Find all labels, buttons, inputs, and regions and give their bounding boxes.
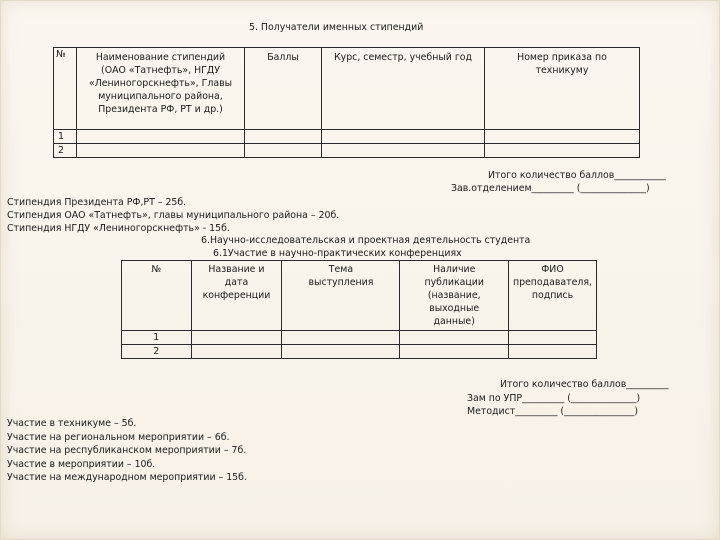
section6-title: 6.Научно-исследовательская и проектная деятельность студента (201, 235, 531, 246)
section6-note: Участие на региональном мероприятии – 6б. (7, 432, 230, 443)
section6-total: Итого количество баллов_________ (500, 379, 669, 390)
table-cell (282, 345, 400, 359)
row-number: 1 (54, 130, 77, 144)
section6-note: Участие на международном мероприятии – 15б. (7, 472, 247, 483)
section6-deputy: Зам по УПР_________ (______________) (467, 393, 641, 404)
col-course-header: Курс, семестр, учебный год (322, 48, 485, 130)
section6-subtitle: 6.1Участие в научно-практических конференциях (213, 248, 462, 259)
section6-note: Участие в мероприятии – 10б. (7, 459, 156, 470)
table-cell (77, 130, 245, 144)
section5-note: Стипендия НГДУ «Лениногорскнефть» - 15б. (7, 223, 230, 234)
table-cell (245, 130, 322, 144)
table-cell (400, 345, 508, 359)
table-cell (508, 345, 596, 359)
table-cell (77, 144, 245, 158)
col-name-header: Наименование стипендий (ОАО «Татнефть», НГДУ «Лениногорскнефть», Главы муниципального района, Президента РФ, РТ и др.) (77, 48, 245, 130)
section5-head-of-dept: Зав.отделением_________ (______________) (451, 183, 650, 194)
col-pub-header: Наличие публикации (название, выходные данные) (400, 261, 508, 331)
table-cell (508, 331, 596, 345)
row-number: 2 (122, 345, 192, 359)
col-num-header: № (122, 261, 192, 331)
table-cell (485, 130, 640, 144)
section5-title: 5. Получатели именных стипендий (249, 22, 424, 33)
table-cell (191, 331, 282, 345)
table-row (122, 331, 597, 345)
table-cell (485, 144, 640, 158)
section6-note: Участие в техникуме – 5б. (7, 418, 137, 429)
col-order-header: Номер приказа по техникуму (485, 48, 640, 130)
section5-note: Стипендия ОАО «Татнефть», главы муниципального района – 20б. (7, 210, 340, 221)
table-cell (322, 144, 485, 158)
table-row (122, 345, 597, 359)
col-fio-header: ФИО преподавателя, подпись (508, 261, 596, 331)
col-points-header: Баллы (245, 48, 322, 130)
scholarship-table (53, 47, 640, 158)
table-row (54, 130, 640, 144)
section6-note: Участие на республиканском мероприятии – 7б. (7, 445, 247, 456)
table-cell (191, 345, 282, 359)
section5-note: Стипендия Президента РФ,РТ – 25б. (7, 197, 187, 208)
col-topic-header: Тема выступления (282, 261, 400, 331)
row-number: 1 (122, 331, 192, 345)
table-cell (245, 144, 322, 158)
col-num-header: № (54, 48, 77, 130)
table-cell (400, 331, 508, 345)
section6-methodist: Методист_________ (_______________) (467, 406, 639, 417)
table-header-row (54, 48, 640, 130)
col-conf-header: Название и дата конференции (191, 261, 282, 331)
table-cell (322, 130, 485, 144)
conference-table (121, 260, 597, 359)
table-row (54, 144, 640, 158)
table-header-row (122, 261, 597, 331)
section5-total: Итого количество баллов___________ (488, 170, 666, 181)
row-number: 2 (54, 144, 77, 158)
table-cell (282, 331, 400, 345)
